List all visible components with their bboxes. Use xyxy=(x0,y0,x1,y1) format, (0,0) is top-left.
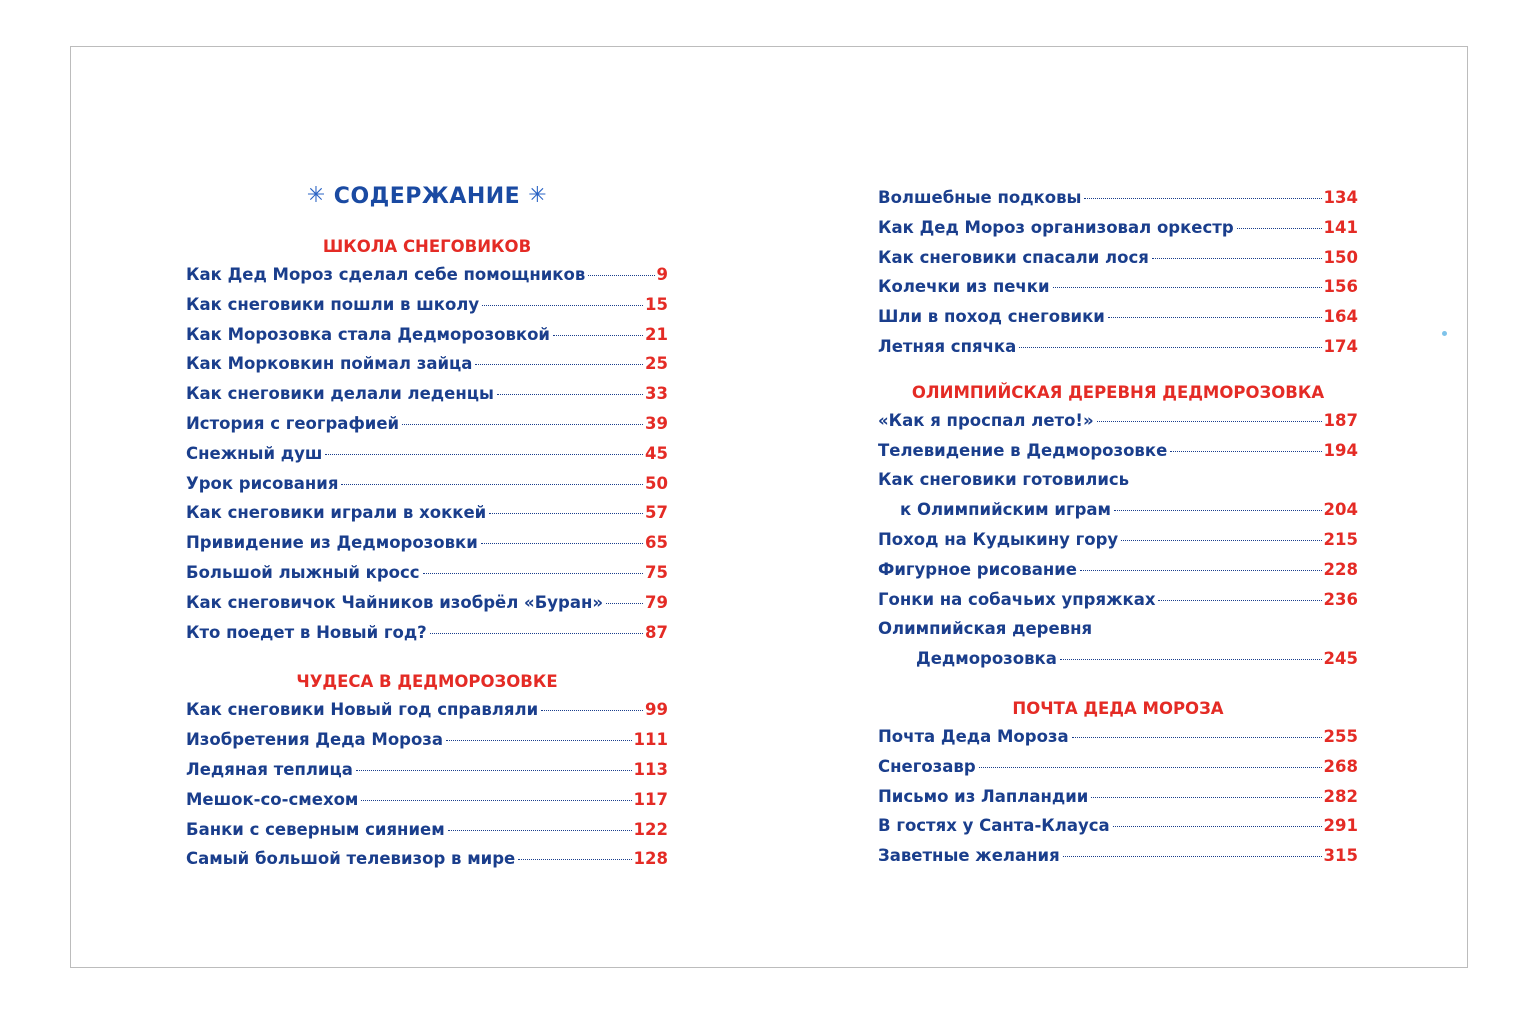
toc-entry-title: История с географией xyxy=(186,413,400,433)
toc-entry-page: 228 xyxy=(1323,559,1358,579)
dot-leader xyxy=(518,859,631,860)
toc-entry-multiline-end[interactable] xyxy=(878,644,1358,674)
toc-list-mail xyxy=(878,722,1358,871)
toc-entry-page: 187 xyxy=(1323,410,1358,430)
toc-entry-title: Фигурное рисование xyxy=(878,559,1077,579)
toc-entry[interactable] xyxy=(186,558,668,588)
toc-entry[interactable] xyxy=(186,349,668,379)
toc-entry-title: В гостях у Санта-Клауса xyxy=(878,816,1110,836)
toc-entry[interactable] xyxy=(878,332,1358,362)
dot-leader xyxy=(1114,510,1322,511)
toc-entry-page: 25 xyxy=(645,354,668,374)
section-title-olympic: ОЛИМПИЙСКАЯ ДЕРЕВНЯ ДЕДМОРОЗОВКА xyxy=(911,382,1325,402)
dot-leader xyxy=(1072,737,1322,738)
toc-entry[interactable] xyxy=(878,585,1358,615)
dot-leader xyxy=(1170,451,1321,452)
toc-entry-title: Почта Деда Мороза xyxy=(878,726,1069,746)
dot-leader xyxy=(541,710,643,711)
dot-leader xyxy=(1097,421,1322,422)
dot-leader xyxy=(1121,540,1321,541)
toc-entry[interactable] xyxy=(186,320,668,350)
toc-entry-title: Как Дед Мороз организовал оркестр xyxy=(878,217,1234,237)
toc-entry-page: 215 xyxy=(1323,529,1358,549)
toc-entry-page: 194 xyxy=(1323,440,1358,460)
toc-entry[interactable] xyxy=(878,555,1358,585)
dot-leader xyxy=(979,767,1322,768)
toc-entry[interactable] xyxy=(878,811,1358,841)
toc-entry-page: 268 xyxy=(1323,756,1358,776)
toc-entry-title: Как снеговики играли в хоккей xyxy=(186,503,487,523)
toc-entry-page: 9 xyxy=(656,265,668,284)
toc-entry-multiline-start[interactable] xyxy=(878,614,1358,644)
toc-entry-page: 236 xyxy=(1323,589,1358,609)
toc-entry-page: 21 xyxy=(645,324,668,344)
toc-entry-page: 174 xyxy=(1323,336,1358,356)
toc-list-continued xyxy=(878,183,1358,362)
toc-entry-title: Колечки из печки xyxy=(878,277,1050,297)
toc-right-column xyxy=(878,183,1358,871)
dot-leader xyxy=(1060,659,1322,660)
toc-entry-title: Самый большой телевизор в мире xyxy=(186,849,516,869)
toc-entry-title: Снегозавр xyxy=(878,756,976,776)
page-title: СОДЕРЖАНИЕ xyxy=(333,183,521,209)
toc-entry[interactable] xyxy=(878,525,1358,555)
dot-leader xyxy=(475,364,643,365)
toc-entry-page: 87 xyxy=(645,622,668,642)
toc-entry-title: Привидение из Дедморозовки xyxy=(186,533,478,553)
toc-entry-page: 134 xyxy=(1323,188,1358,207)
dot-leader xyxy=(341,484,643,485)
toc-list-school xyxy=(186,260,668,647)
toc-entry-title: Поход на Кудыкину гору xyxy=(878,529,1119,549)
toc-entry-title-cont: к Олимпийским играм xyxy=(900,500,1112,520)
toc-entry[interactable] xyxy=(186,379,668,409)
toc-entry[interactable] xyxy=(186,498,668,528)
toc-entry[interactable] xyxy=(186,588,668,618)
toc-entry-page: 245 xyxy=(1323,649,1358,669)
toc-entry-title: Кто поедет в Новый год? xyxy=(186,622,427,642)
toc-entry-title: Как снеговики пошли в школу xyxy=(186,294,480,314)
toc-entry-title: Как снеговики Новый год справляли xyxy=(186,700,539,720)
toc-entry-title: Изобретения Деда Мороза xyxy=(186,730,444,750)
toc-entry[interactable] xyxy=(186,290,668,320)
toc-entry-page: 75 xyxy=(645,562,668,582)
toc-entry[interactable] xyxy=(186,528,668,558)
toc-entry-title: Письмо из Лапландии xyxy=(878,786,1089,806)
toc-entry-page: 50 xyxy=(645,473,668,493)
toc-entry[interactable] xyxy=(878,213,1358,243)
toc-entry-title: Как снеговики спасали лося xyxy=(878,247,1149,267)
toc-entry-page: 164 xyxy=(1323,307,1358,327)
dot-leader xyxy=(325,454,643,455)
toc-list-olympic xyxy=(878,406,1358,674)
toc-entry-title: Заветные желания xyxy=(878,846,1060,866)
toc-entry-page: 111 xyxy=(633,730,668,750)
dot-leader xyxy=(356,770,632,771)
toc-entry-title: «Как я проспал лето!» xyxy=(878,410,1094,430)
dot-leader xyxy=(361,800,631,801)
toc-entry-title: Как Дед Мороз сделал себе помощников xyxy=(186,265,586,284)
toc-entry-multiline-end[interactable] xyxy=(878,495,1358,525)
toc-entry-page: 15 xyxy=(645,294,668,314)
toc-entry-title: Банки с северным сиянием xyxy=(186,819,445,839)
toc-entry-page: 156 xyxy=(1323,277,1358,297)
snowflake-icon: ✳ xyxy=(528,183,548,208)
dot-leader xyxy=(446,740,632,741)
toc-entry[interactable] xyxy=(186,409,668,439)
toc-entry-title: Как снеговики делали леденцы xyxy=(186,384,494,404)
dot-leader xyxy=(430,633,643,634)
toc-entry[interactable] xyxy=(878,722,1358,752)
decorative-dot xyxy=(1442,331,1447,336)
toc-entry[interactable] xyxy=(878,841,1358,871)
toc-entry[interactable] xyxy=(186,725,668,755)
toc-entry-title: Снежный душ xyxy=(186,443,323,463)
dot-leader xyxy=(588,275,654,276)
toc-left-column xyxy=(186,175,668,874)
dot-leader xyxy=(423,573,643,574)
dot-leader xyxy=(1080,570,1322,571)
contents-heading xyxy=(186,175,668,217)
dot-leader xyxy=(497,394,643,395)
toc-entry-title-cont: Дедморозовка xyxy=(916,649,1057,669)
toc-entry-multiline-start[interactable] xyxy=(878,465,1358,495)
toc-entry-title: Шли в поход снеговики xyxy=(878,307,1105,327)
toc-entry-title: Волшебные подковы xyxy=(878,188,1082,207)
toc-entry[interactable] xyxy=(186,844,668,874)
dot-leader xyxy=(1158,600,1321,601)
toc-entry-title: Телевидение в Дедморозовке xyxy=(878,440,1168,460)
dot-leader xyxy=(1063,856,1322,857)
toc-entry-page: 113 xyxy=(633,759,668,779)
toc-entry[interactable] xyxy=(186,755,668,785)
toc-entry-title: Большой лыжный кросс xyxy=(186,562,420,582)
toc-entry[interactable] xyxy=(186,695,668,725)
dot-leader xyxy=(1152,258,1322,259)
toc-entry[interactable] xyxy=(186,439,668,469)
toc-entry-page: 141 xyxy=(1323,217,1358,237)
toc-entry[interactable] xyxy=(878,272,1358,302)
toc-entry-page: 315 xyxy=(1323,846,1358,866)
dot-leader xyxy=(489,513,643,514)
toc-entry-page: 128 xyxy=(633,849,668,869)
toc-entry-title: Олимпийская деревня xyxy=(878,619,1093,639)
toc-entry-page: 282 xyxy=(1323,786,1358,806)
toc-entry-page: 65 xyxy=(645,533,668,553)
toc-entry-page: 122 xyxy=(633,819,668,839)
toc-entry-title: Как снеговики готовились xyxy=(878,470,1130,490)
dot-leader xyxy=(1113,826,1322,827)
toc-entry[interactable] xyxy=(878,183,1358,213)
toc-entry-page: 150 xyxy=(1323,247,1358,267)
toc-entry-title: Ледяная теплица xyxy=(186,759,353,779)
toc-entry[interactable] xyxy=(878,436,1358,466)
section-title-mail: ПОЧТА ДЕДА МОРОЗА xyxy=(1012,698,1224,718)
toc-entry[interactable] xyxy=(878,243,1358,273)
toc-entry-page: 255 xyxy=(1323,726,1358,746)
toc-entry-page: 79 xyxy=(645,592,668,612)
dot-leader xyxy=(1091,797,1321,798)
toc-entry-page: 291 xyxy=(1323,816,1358,836)
dot-leader xyxy=(1237,228,1322,229)
toc-entry-page: 57 xyxy=(645,503,668,523)
dot-leader xyxy=(402,424,643,425)
dot-leader xyxy=(606,603,643,604)
toc-entry[interactable] xyxy=(878,782,1358,812)
toc-entry[interactable] xyxy=(878,752,1358,782)
toc-entry-page: 99 xyxy=(645,700,668,720)
toc-entry-title: Гонки на собачьих упряжках xyxy=(878,589,1156,609)
toc-entry[interactable] xyxy=(878,302,1358,332)
section-title-school: ШКОЛА СНЕГОВИКОВ xyxy=(322,237,532,256)
toc-entry[interactable] xyxy=(186,260,668,290)
dot-leader xyxy=(1019,347,1321,348)
toc-entry-title: Как снеговичок Чайников изобрёл «Буран» xyxy=(186,592,604,612)
toc-entry-title: Как Морозовка стала Дедморозовкой xyxy=(186,324,550,344)
dot-leader xyxy=(1108,317,1322,318)
toc-entry-page: 204 xyxy=(1323,500,1358,520)
toc-entry[interactable] xyxy=(186,469,668,499)
toc-list-miracles xyxy=(186,695,668,874)
toc-entry-page: 117 xyxy=(633,789,668,809)
section-title-miracles: ЧУДЕСА В ДЕДМОРОЗОВКЕ xyxy=(296,672,558,692)
toc-entry-page: 33 xyxy=(645,384,668,404)
toc-entry-title: Урок рисования xyxy=(186,473,339,493)
toc-entry-page: 39 xyxy=(645,413,668,433)
dot-leader xyxy=(481,543,643,544)
toc-entry-title: Мешок-со-смехом xyxy=(186,789,359,809)
toc-entry-page: 45 xyxy=(645,443,668,463)
dot-leader xyxy=(553,335,643,336)
dot-leader xyxy=(1053,287,1322,288)
dot-leader xyxy=(448,830,632,831)
toc-entry-title: Летняя спячка xyxy=(878,336,1017,356)
toc-entry[interactable] xyxy=(186,815,668,845)
snowflake-icon: ✳ xyxy=(306,183,326,208)
toc-entry[interactable] xyxy=(186,785,668,815)
toc-entry-title: Как Морковкин поймал зайца xyxy=(186,354,473,374)
dot-leader xyxy=(1084,198,1321,199)
toc-entry[interactable] xyxy=(186,618,668,648)
dot-leader xyxy=(482,305,643,306)
toc-entry[interactable] xyxy=(878,406,1358,436)
